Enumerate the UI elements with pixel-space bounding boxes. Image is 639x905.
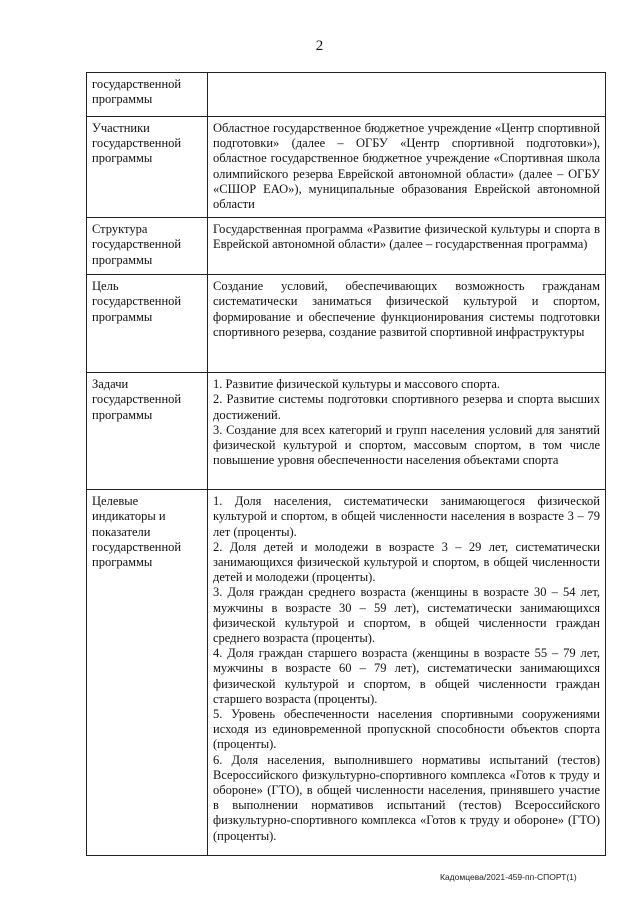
row-label: Цель государственной программы — [87, 275, 208, 373]
row-value — [208, 490, 606, 856]
program-passport-table — [86, 72, 606, 856]
table-row — [87, 218, 606, 275]
row-value — [208, 218, 606, 275]
value-paragraph: Областное государственное бюджетное учреждение «Центр спортивной подготовки» (далее – ОГБУ «Центр спортивной подготовки»), областное государственное бюджетное учреждение «Спортивная школа олимпийского резерва Еврейской автономной области» (далее – ОГБУ «СШОР ЕАО»), муниципальные образования Еврейской автономной области — [213, 121, 600, 212]
page-number: 2 — [315, 38, 324, 54]
table-row — [87, 73, 606, 117]
value-paragraph: 1. Доля населения, систематически занимающегося физической культурой и спортом, в общей численности населения в возрасте 3 – 79 лет (проценты). — [213, 494, 600, 539]
value-paragraph: 1. Развитие физической культуры и массового спорта. — [213, 377, 500, 392]
table-row — [87, 373, 606, 490]
table-row — [87, 490, 606, 856]
row-label: Участники государственной программы — [87, 117, 208, 218]
row-value — [208, 117, 606, 218]
value-paragraph: 3. Доля граждан среднего возраста (женщины в возрасте 30 – 54 лет, мужчины в возрасте 30 – 59 лет), систематически занимающихся физической культурой и спортом, в общей численности граждан среднего возраста (проценты). — [213, 585, 600, 646]
row-label: государственной программы — [87, 73, 208, 117]
value-paragraph: 4. Доля граждан старшего возраста (женщины в возрасте 55 – 79 лет, мужчины в возрасте 60 – 79 лет), систематически занимающихся физической культурой и спортом, в общей численности граждан старшего возраста (проценты). — [213, 646, 600, 706]
row-value — [208, 73, 606, 117]
value-paragraph: 6. Доля населения, выполнившего нормативы испытаний (тестов) Всероссийского физкультурно-спортивного комплекса «Готов к труду и обороне» (ГТО), в общей численности населения, принявшего участие в выполнении нормативов испытаний (тестов) Всероссийского физкультурно-спортивного комплекса «Готов к труду и обороне» (ГТО) (проценты). — [213, 752, 600, 843]
row-label: Структура государственной программы — [87, 218, 208, 275]
document-footer-id: Кадомцева/2021-459-пп-СПОРТ(1) — [440, 872, 577, 882]
value-paragraph: 2. Доля детей и молодежи в возрасте 3 – 29 лет, систематически занимающихся физической культурой и спортом, в общей численности детей и молодежи (проценты). — [213, 539, 600, 585]
row-label: Целевые индикаторы и показатели государственной программы — [87, 490, 208, 856]
table-row — [87, 275, 606, 373]
value-paragraph: Создание условий, обеспечивающих возможность гражданам систематически заниматься физической культурой и спортом, формирование и обеспечение функционирования системы подготовки спортивного резерва, создание развитой спортивной инфраструктуры — [213, 279, 600, 339]
value-paragraph: 3. Создание для всех категорий и групп населения условий для занятий физической культурой и спортом, массовым спортом, в том числе повышение уровня обеспеченности населения объектами спорта — [213, 422, 600, 468]
value-paragraph: 5. Уровень обеспеченности населения спортивными сооружениями исходя из единовременной пропускной способности объектов спорта (проценты). — [213, 707, 600, 752]
value-paragraph: Государственная программа «Развитие физической культуры и спорта в Еврейской автономной области» (далее – государственная программа) — [213, 222, 600, 252]
row-value — [208, 373, 606, 490]
table-row — [87, 117, 606, 218]
value-paragraph: 2. Развитие системы подготовки спортивного резерва и спорта высших достижений. — [213, 392, 600, 422]
row-label: Задачи государственной программы — [87, 373, 208, 490]
row-value — [208, 275, 606, 373]
